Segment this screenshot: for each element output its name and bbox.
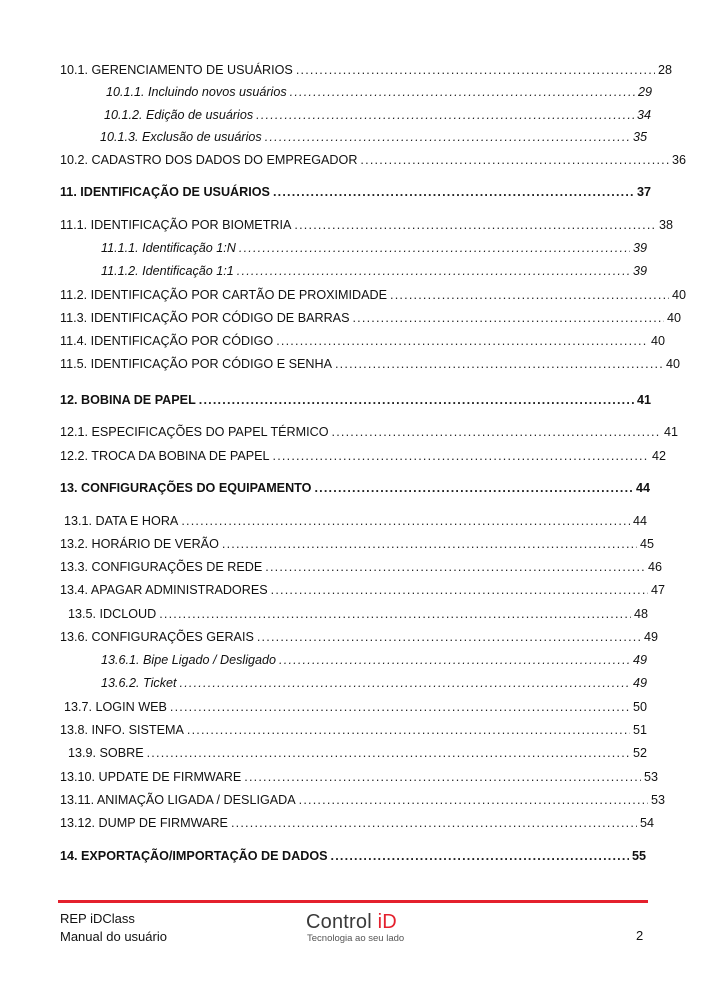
toc-entry-label: 12.1. ESPECIFICAÇÕES DO PAPEL TÉRMICO <box>60 425 329 439</box>
toc-entry-label: 13.11. ANIMAÇÃO LIGADA / DESLIGADA <box>60 793 296 807</box>
toc-entry-label: 13.6. CONFIGURAÇÕES GERAIS <box>60 630 254 644</box>
toc-entry-label: 10.1.3. Exclusão de usuários <box>100 130 262 144</box>
footer-doc-info <box>60 910 167 946</box>
toc-leader-dots <box>271 582 648 598</box>
toc-entry-label: 13.1. DATA E HORA <box>64 514 179 528</box>
toc-entry-page: 54 <box>639 816 654 830</box>
toc-leader-dots <box>239 240 630 256</box>
toc-leader-dots <box>237 263 630 279</box>
toc-leader-dots <box>256 107 634 123</box>
toc-entry[interactable] <box>60 559 662 575</box>
toc-entry[interactable] <box>104 107 651 123</box>
toc-leader-dots <box>314 480 633 496</box>
toc-entry-label: 11.1.1. Identificação 1:N <box>101 241 236 255</box>
toc-entry-page: 49 <box>632 653 647 667</box>
toc-leader-dots <box>299 792 648 808</box>
toc-entry-label: 10.1.2. Edição de usuários <box>104 108 254 122</box>
toc-leader-dots <box>244 769 641 785</box>
toc-entry-page: 29 <box>637 85 652 99</box>
toc-leader-dots <box>276 333 648 349</box>
toc-entry-label: 13.7. LOGIN WEB <box>64 700 167 714</box>
toc-entry-label: 13.3. CONFIGURAÇÕES DE REDE <box>60 560 263 574</box>
toc-entry[interactable] <box>101 240 647 256</box>
logo-wordmark <box>306 912 404 932</box>
toc-entry-label: 11.5. IDENTIFICAÇÃO POR CÓDIGO E SENHA <box>60 357 332 371</box>
toc-entry-page: 41 <box>663 425 678 439</box>
toc-entry-page: 53 <box>643 770 658 784</box>
toc-entry-page: 52 <box>632 746 647 760</box>
toc-leader-dots <box>147 745 630 761</box>
toc-entry-label: 13.12. DUMP DE FIRMWARE <box>60 816 228 830</box>
toc-leader-dots <box>332 424 661 440</box>
footer-divider <box>58 900 648 903</box>
toc-leader-dots <box>199 392 634 408</box>
control-id-logo <box>306 912 404 944</box>
toc-chapter[interactable] <box>60 480 650 496</box>
toc-leader-dots <box>296 62 655 78</box>
toc-chapter[interactable] <box>60 848 646 864</box>
toc-entry-page: 49 <box>632 676 647 690</box>
toc-entry-label: 13.9. SOBRE <box>68 746 144 760</box>
toc-entry[interactable] <box>60 536 654 552</box>
toc-entry[interactable] <box>60 448 666 464</box>
toc-entry-label: 13. CONFIGURAÇÕES DO EQUIPAMENTO <box>60 481 312 495</box>
toc-leader-dots <box>331 848 629 864</box>
toc-entry-page: 40 <box>666 311 681 325</box>
toc-entry-label: 11.1.2. Identificação 1:1 <box>101 264 234 278</box>
toc-entry-page: 44 <box>632 514 647 528</box>
toc-entry[interactable] <box>60 582 665 598</box>
toc-entry-page: 50 <box>632 700 647 714</box>
toc-entry[interactable] <box>106 84 652 100</box>
toc-entry-page: 45 <box>639 537 654 551</box>
toc-entry-page: 49 <box>643 630 658 644</box>
toc-entry[interactable] <box>101 652 647 668</box>
toc-entry-page: 34 <box>636 108 651 122</box>
toc-entry-page: 35 <box>632 130 647 144</box>
toc-entry[interactable] <box>60 310 681 326</box>
toc-entry-label: 10.1. GERENCIAMENTO DE USUÁRIOS <box>60 63 293 77</box>
toc-entry-page: 39 <box>632 241 647 255</box>
toc-entry[interactable] <box>101 675 647 691</box>
toc-entry-page: 40 <box>650 334 665 348</box>
toc-entry-page: 41 <box>636 393 651 407</box>
toc-entry-page: 51 <box>632 723 647 737</box>
toc-leader-dots <box>390 287 669 303</box>
toc-leader-dots <box>187 722 630 738</box>
toc-entry[interactable] <box>60 722 647 738</box>
toc-entry-page: 48 <box>633 607 648 621</box>
page-number: 2 <box>636 928 644 943</box>
toc-entry-page: 44 <box>635 481 650 495</box>
logo-tagline: Tecnologia ao seu lado <box>307 933 405 944</box>
toc-leader-dots <box>360 152 669 168</box>
toc-leader-dots <box>159 606 631 622</box>
toc-entry-label: 10.2. CADASTRO DOS DADOS DO EMPREGADOR <box>60 153 358 167</box>
toc-entry[interactable] <box>64 513 647 529</box>
footer-product: REP iDClass <box>60 911 135 926</box>
toc-entry[interactable] <box>60 792 665 808</box>
toc-entry-label: 11.1. IDENTIFICAÇÃO POR BIOMETRIA <box>60 218 292 232</box>
toc-entry-page: 38 <box>658 218 673 232</box>
toc-entry[interactable] <box>60 629 658 645</box>
toc-entry-page: 36 <box>671 153 686 167</box>
toc-entry[interactable] <box>60 769 658 785</box>
footer-doc-type: Manual do usuário <box>60 929 167 944</box>
toc-entry-page: 53 <box>650 793 665 807</box>
toc-entry[interactable] <box>68 606 648 622</box>
toc-entry-page: 46 <box>647 560 662 574</box>
toc-leader-dots <box>273 448 649 464</box>
toc-chapter[interactable] <box>60 184 651 200</box>
toc-entry-page: 47 <box>650 583 665 597</box>
toc-entry-page: 40 <box>671 288 686 302</box>
toc-entry[interactable] <box>60 356 680 372</box>
toc-leader-dots <box>257 629 641 645</box>
toc-entry-label: 11.2. IDENTIFICAÇÃO POR CARTÃO DE PROXIMIDADE <box>60 288 388 302</box>
toc-leader-dots <box>222 536 637 552</box>
toc-entry[interactable] <box>60 152 686 168</box>
toc-entry[interactable] <box>60 62 672 78</box>
toc-entry-label: 13.8. INFO. SISTEMA <box>60 723 184 737</box>
toc-leader-dots <box>273 184 634 200</box>
toc-entry-label: 13.6.2. Ticket <box>101 676 177 690</box>
toc-entry-label: 12.2. TROCA DA BOBINA DE PAPEL <box>60 449 270 463</box>
toc-entry[interactable] <box>101 263 647 279</box>
toc-leader-dots <box>170 699 630 715</box>
toc-entry-page: 28 <box>657 63 672 77</box>
toc-entry-page: 55 <box>631 849 646 863</box>
toc-leader-dots <box>279 652 630 668</box>
toc-leader-dots <box>335 356 663 372</box>
toc-leader-dots <box>352 310 664 326</box>
toc-entry-label: 13.6.1. Bipe Ligado / Desligado <box>101 653 277 667</box>
toc-entry[interactable] <box>60 287 686 303</box>
toc-entry-label: 12. BOBINA DE PAPEL <box>60 393 196 407</box>
toc-leader-dots <box>231 815 637 831</box>
toc-entry[interactable] <box>68 745 647 761</box>
toc-entry-label: 13.4. APAGAR ADMINISTRADORES <box>60 583 268 597</box>
toc-leader-dots <box>265 559 645 575</box>
toc-entry[interactable] <box>60 424 678 440</box>
toc-entry[interactable] <box>64 699 647 715</box>
toc-entry-label: 13.5. IDCLOUD <box>68 607 157 621</box>
toc-leader-dots <box>290 84 635 100</box>
toc-entry-page: 39 <box>632 264 647 278</box>
toc-leader-dots <box>181 513 630 529</box>
toc-leader-dots <box>265 129 630 145</box>
logo-word: Control <box>306 911 378 933</box>
toc-entry[interactable] <box>60 333 665 349</box>
toc-entry[interactable] <box>60 815 654 831</box>
toc-entry[interactable] <box>60 217 673 233</box>
toc-entry-label: 11.4. IDENTIFICAÇÃO POR CÓDIGO <box>60 334 274 348</box>
toc-entry-label: 13.10. UPDATE DE FIRMWARE <box>60 770 242 784</box>
toc-leader-dots <box>180 675 630 691</box>
toc-entry[interactable] <box>100 129 647 145</box>
toc-entry-label: 11. IDENTIFICAÇÃO DE USUÁRIOS <box>60 185 270 199</box>
toc-leader-dots <box>294 217 656 233</box>
toc-entry-page: 40 <box>665 357 680 371</box>
toc-entry-page: 37 <box>636 185 651 199</box>
toc-entry-label: 11.3. IDENTIFICAÇÃO POR CÓDIGO DE BARRAS <box>60 311 350 325</box>
toc-entry-label: 10.1.1. Incluindo novos usuários <box>106 85 287 99</box>
toc-entry-label: 13.2. HORÁRIO DE VERÃO <box>60 537 219 551</box>
toc-entry-label: 14. EXPORTAÇÃO/IMPORTAÇÃO DE DADOS <box>60 849 328 863</box>
toc-chapter[interactable] <box>60 392 651 408</box>
logo-id: iD <box>377 911 397 933</box>
toc-entry-page: 42 <box>651 449 666 463</box>
